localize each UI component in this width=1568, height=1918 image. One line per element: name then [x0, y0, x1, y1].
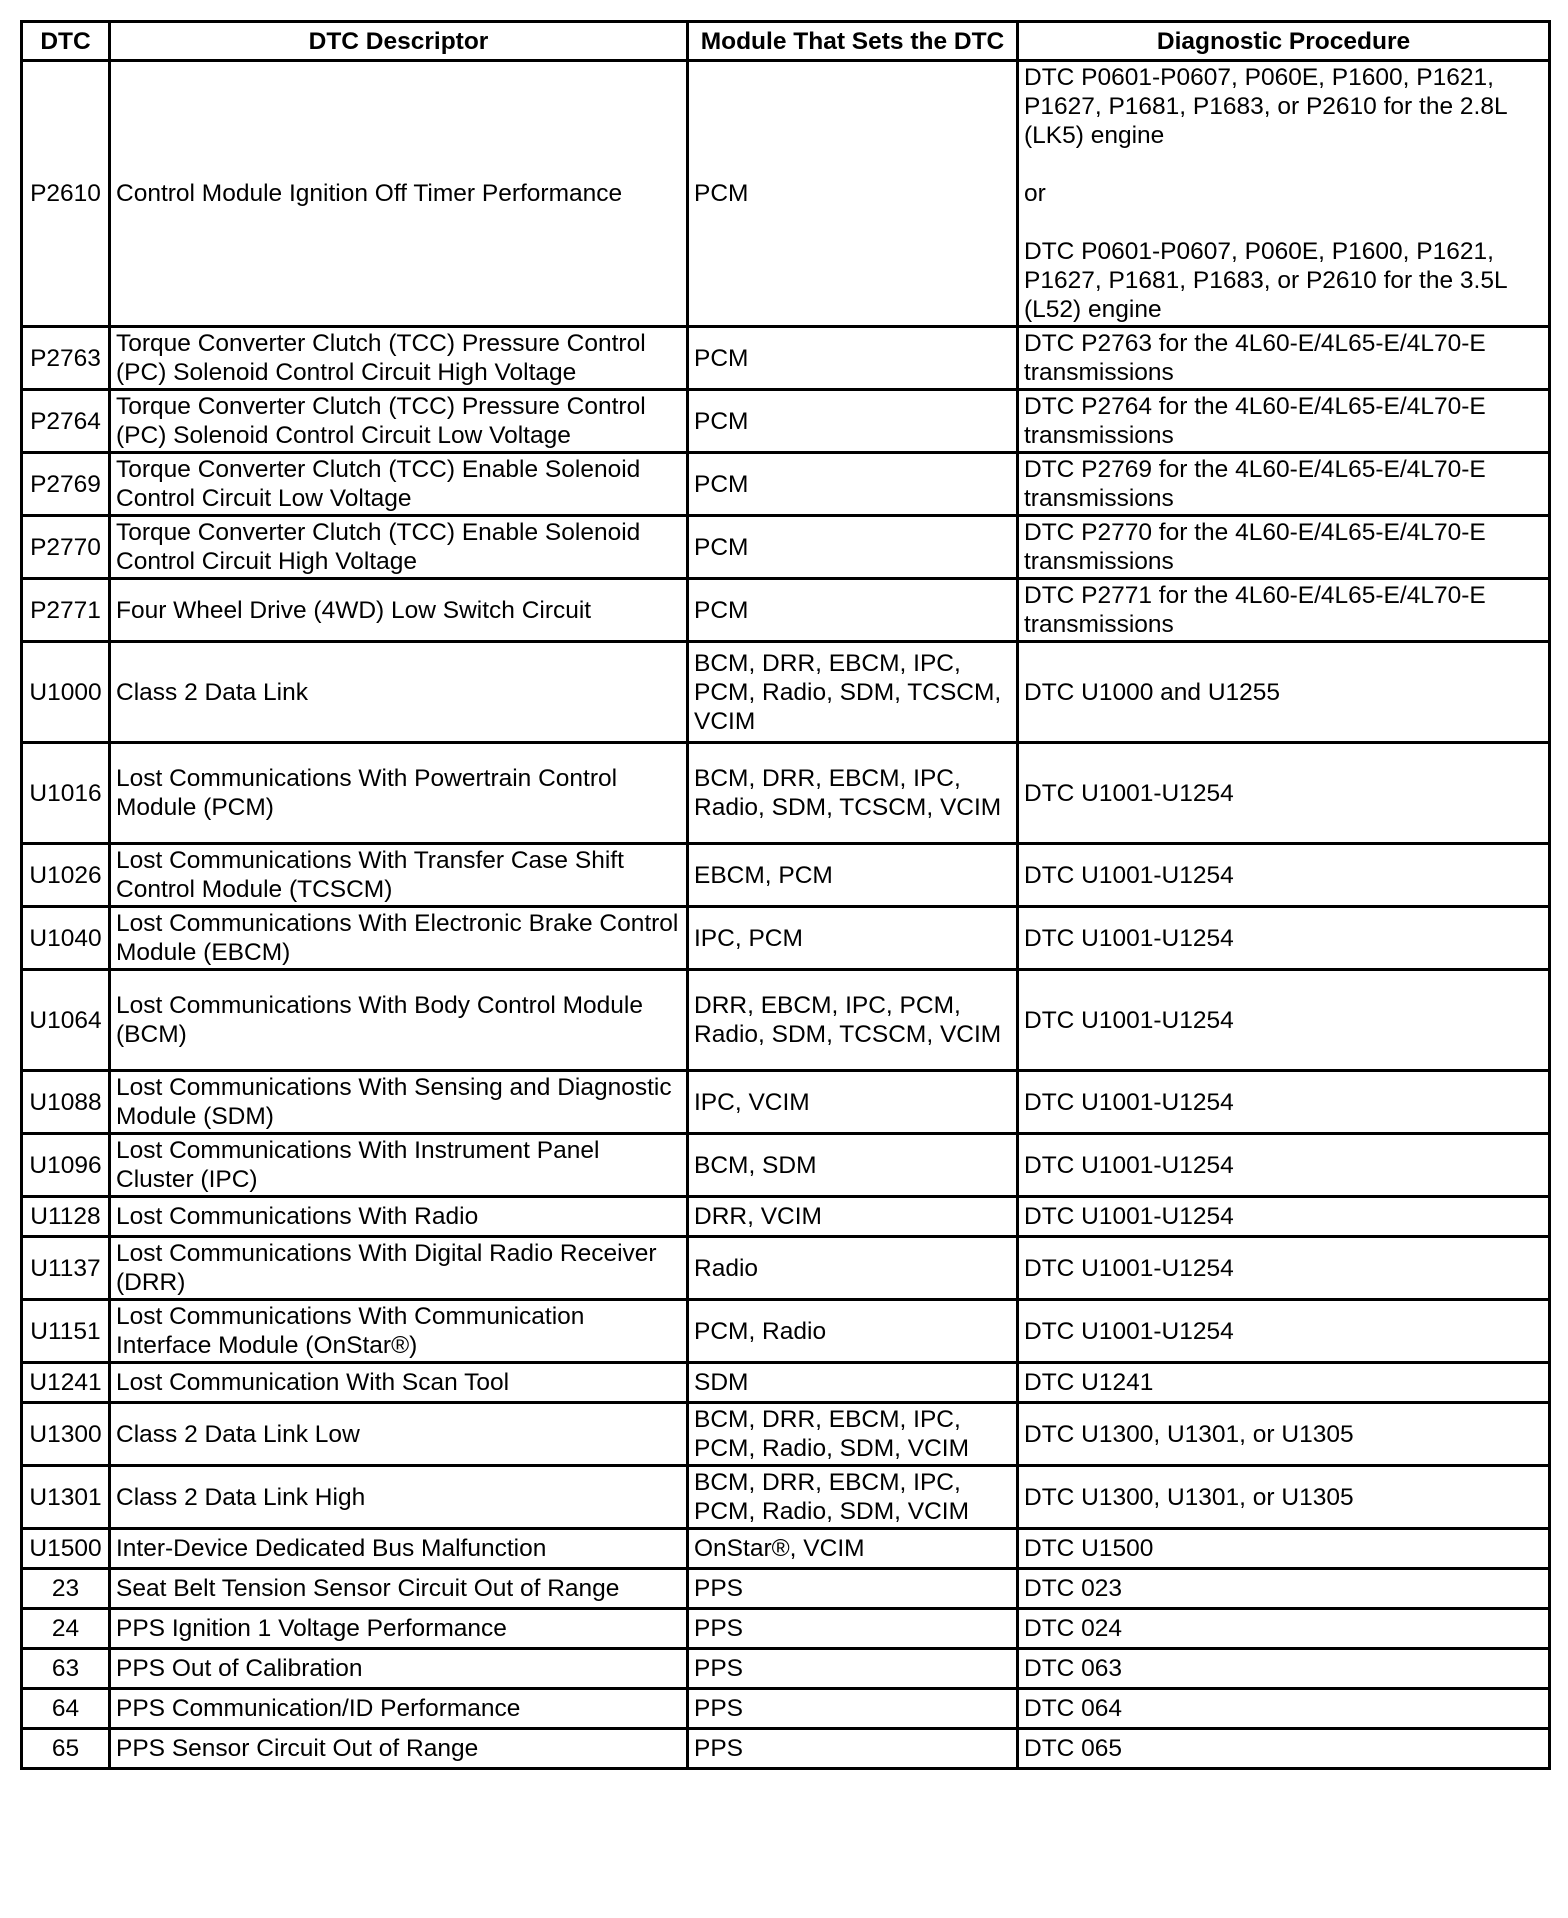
table-row — [22, 1466, 1550, 1529]
table-row — [22, 844, 1550, 907]
module-cell: PCM — [688, 61, 1018, 327]
procedure-cell: DTC U1001-U1254 — [1018, 970, 1550, 1071]
descriptor-cell: PPS Ignition 1 Voltage Performance — [110, 1609, 688, 1649]
table-body — [22, 61, 1550, 1769]
module-cell: BCM, DRR, EBCM, IPC, PCM, Radio, SDM, TCSCM, VCIM — [688, 642, 1018, 743]
dtc-cell: 63 — [22, 1649, 110, 1689]
descriptor-cell: Lost Communications With Instrument Panel Cluster (IPC) — [110, 1134, 688, 1197]
module-cell: PCM — [688, 327, 1018, 390]
module-cell: PCM — [688, 453, 1018, 516]
descriptor-cell: PPS Sensor Circuit Out of Range — [110, 1729, 688, 1769]
dtc-cell: U1016 — [22, 743, 110, 844]
descriptor-cell: Lost Communications With Transfer Case Shift Control Module (TCSCM) — [110, 844, 688, 907]
descriptor-cell: Class 2 Data Link — [110, 642, 688, 743]
dtc-cell: U1151 — [22, 1300, 110, 1363]
table-row — [22, 642, 1550, 743]
module-cell: IPC, PCM — [688, 907, 1018, 970]
descriptor-cell: PPS Out of Calibration — [110, 1649, 688, 1689]
table-row — [22, 1729, 1550, 1769]
procedure-cell: DTC 065 — [1018, 1729, 1550, 1769]
dtc-cell: P2764 — [22, 390, 110, 453]
descriptor-cell: Torque Converter Clutch (TCC) Pressure Control (PC) Solenoid Control Circuit Low Voltage — [110, 390, 688, 453]
descriptor-cell: Class 2 Data Link High — [110, 1466, 688, 1529]
table-row — [22, 1237, 1550, 1300]
module-cell: DRR, VCIM — [688, 1197, 1018, 1237]
dtc-cell: P2763 — [22, 327, 110, 390]
module-cell: PPS — [688, 1649, 1018, 1689]
module-cell: IPC, VCIM — [688, 1071, 1018, 1134]
dtc-cell: P2771 — [22, 579, 110, 642]
descriptor-cell: Lost Communications With Body Control Module (BCM) — [110, 970, 688, 1071]
descriptor-cell: Control Module Ignition Off Timer Performance — [110, 61, 688, 327]
procedure-cell: DTC U1300, U1301, or U1305 — [1018, 1466, 1550, 1529]
procedure-cell: DTC P0601-P0607, P060E, P1600, P1621, P1627, P1681, P1683, or P2610 for the 2.8L (LK5) engine or DTC P0601-P0607, P060E, P1600, P1621, P1627, P1681, P1683, or P2610 for the 3.5L (L52) engine — [1018, 61, 1550, 327]
procedure-cell: DTC U1001-U1254 — [1018, 1300, 1550, 1363]
table-row — [22, 1689, 1550, 1729]
module-cell: SDM — [688, 1363, 1018, 1403]
module-cell: PCM, Radio — [688, 1300, 1018, 1363]
module-cell: PPS — [688, 1569, 1018, 1609]
descriptor-cell: Lost Communications With Communication Interface Module (OnStar®) — [110, 1300, 688, 1363]
table-row — [22, 1609, 1550, 1649]
procedure-cell: DTC U1300, U1301, or U1305 — [1018, 1403, 1550, 1466]
header-dtc-descriptor: DTC Descriptor — [110, 22, 688, 61]
table-row — [22, 743, 1550, 844]
descriptor-cell: Seat Belt Tension Sensor Circuit Out of Range — [110, 1569, 688, 1609]
module-cell: EBCM, PCM — [688, 844, 1018, 907]
table-row — [22, 390, 1550, 453]
table-row — [22, 1300, 1550, 1363]
header-dtc: DTC — [22, 22, 110, 61]
table-row — [22, 1529, 1550, 1569]
dtc-cell: P2770 — [22, 516, 110, 579]
procedure-cell: DTC U1001-U1254 — [1018, 743, 1550, 844]
header-diagnostic-procedure: Diagnostic Procedure — [1018, 22, 1550, 61]
table-row — [22, 1569, 1550, 1609]
dtc-cell: U1128 — [22, 1197, 110, 1237]
dtc-cell: U1137 — [22, 1237, 110, 1300]
dtc-cell: U1096 — [22, 1134, 110, 1197]
module-cell: PPS — [688, 1689, 1018, 1729]
descriptor-cell: Lost Communications With Powertrain Control Module (PCM) — [110, 743, 688, 844]
dtc-cell: 24 — [22, 1609, 110, 1649]
procedure-cell: DTC P2771 for the 4L60-E/4L65-E/4L70-E transmissions — [1018, 579, 1550, 642]
module-cell: BCM, DRR, EBCM, IPC, Radio, SDM, TCSCM, VCIM — [688, 743, 1018, 844]
dtc-table — [20, 20, 1551, 1770]
procedure-cell: DTC U1001-U1254 — [1018, 1237, 1550, 1300]
table-header — [22, 22, 1550, 61]
descriptor-cell: Lost Communications With Sensing and Diagnostic Module (SDM) — [110, 1071, 688, 1134]
module-cell: BCM, DRR, EBCM, IPC, PCM, Radio, SDM, VCIM — [688, 1466, 1018, 1529]
procedure-cell: DTC U1001-U1254 — [1018, 1197, 1550, 1237]
descriptor-cell: Four Wheel Drive (4WD) Low Switch Circuit — [110, 579, 688, 642]
dtc-cell: U1026 — [22, 844, 110, 907]
dtc-cell: U1000 — [22, 642, 110, 743]
procedure-cell: DTC U1241 — [1018, 1363, 1550, 1403]
procedure-cell: DTC P2769 for the 4L60-E/4L65-E/4L70-E transmissions — [1018, 453, 1550, 516]
table-row — [22, 1403, 1550, 1466]
dtc-cell: U1064 — [22, 970, 110, 1071]
table-row — [22, 61, 1550, 327]
module-cell: PPS — [688, 1729, 1018, 1769]
table-row — [22, 1649, 1550, 1689]
descriptor-cell: Inter-Device Dedicated Bus Malfunction — [110, 1529, 688, 1569]
table-row — [22, 1071, 1550, 1134]
dtc-cell: 64 — [22, 1689, 110, 1729]
descriptor-cell: Lost Communications With Electronic Brake Control Module (EBCM) — [110, 907, 688, 970]
dtc-cell: U1088 — [22, 1071, 110, 1134]
procedure-cell: DTC P2764 for the 4L60-E/4L65-E/4L70-E transmissions — [1018, 390, 1550, 453]
descriptor-cell: Torque Converter Clutch (TCC) Enable Solenoid Control Circuit Low Voltage — [110, 453, 688, 516]
table-row — [22, 453, 1550, 516]
procedure-cell: DTC 024 — [1018, 1609, 1550, 1649]
descriptor-cell: Lost Communications With Radio — [110, 1197, 688, 1237]
table-row — [22, 907, 1550, 970]
procedure-cell: DTC P2770 for the 4L60-E/4L65-E/4L70-E transmissions — [1018, 516, 1550, 579]
table-row — [22, 579, 1550, 642]
module-cell: BCM, SDM — [688, 1134, 1018, 1197]
procedure-cell: DTC U1000 and U1255 — [1018, 642, 1550, 743]
procedure-cell: DTC 064 — [1018, 1689, 1550, 1729]
module-cell: DRR, EBCM, IPC, PCM, Radio, SDM, TCSCM, VCIM — [688, 970, 1018, 1071]
dtc-cell: P2769 — [22, 453, 110, 516]
module-cell: PCM — [688, 516, 1018, 579]
table-row — [22, 970, 1550, 1071]
descriptor-cell: Torque Converter Clutch (TCC) Enable Solenoid Control Circuit High Voltage — [110, 516, 688, 579]
table-row — [22, 1363, 1550, 1403]
dtc-cell: 65 — [22, 1729, 110, 1769]
descriptor-cell: PPS Communication/ID Performance — [110, 1689, 688, 1729]
descriptor-cell: Torque Converter Clutch (TCC) Pressure Control (PC) Solenoid Control Circuit High Voltage — [110, 327, 688, 390]
dtc-cell: U1301 — [22, 1466, 110, 1529]
procedure-cell: DTC 063 — [1018, 1649, 1550, 1689]
descriptor-cell: Lost Communications With Digital Radio Receiver (DRR) — [110, 1237, 688, 1300]
dtc-cell: U1500 — [22, 1529, 110, 1569]
procedure-cell: DTC U1001-U1254 — [1018, 907, 1550, 970]
dtc-cell: U1241 — [22, 1363, 110, 1403]
dtc-cell: 23 — [22, 1569, 110, 1609]
table-row — [22, 516, 1550, 579]
descriptor-cell: Lost Communication With Scan Tool — [110, 1363, 688, 1403]
dtc-cell: P2610 — [22, 61, 110, 327]
dtc-cell: U1040 — [22, 907, 110, 970]
header-module: Module That Sets the DTC — [688, 22, 1018, 61]
module-cell: PCM — [688, 579, 1018, 642]
procedure-cell: DTC 023 — [1018, 1569, 1550, 1609]
procedure-cell: DTC U1001-U1254 — [1018, 844, 1550, 907]
module-cell: OnStar®, VCIM — [688, 1529, 1018, 1569]
procedure-cell: DTC P2763 for the 4L60-E/4L65-E/4L70-E transmissions — [1018, 327, 1550, 390]
module-cell: PCM — [688, 390, 1018, 453]
procedure-cell: DTC U1500 — [1018, 1529, 1550, 1569]
dtc-cell: U1300 — [22, 1403, 110, 1466]
module-cell: Radio — [688, 1237, 1018, 1300]
table-row — [22, 327, 1550, 390]
procedure-cell: DTC U1001-U1254 — [1018, 1071, 1550, 1134]
table-row — [22, 1197, 1550, 1237]
module-cell: PPS — [688, 1609, 1018, 1649]
module-cell: BCM, DRR, EBCM, IPC, PCM, Radio, SDM, VCIM — [688, 1403, 1018, 1466]
table-row — [22, 1134, 1550, 1197]
procedure-cell: DTC U1001-U1254 — [1018, 1134, 1550, 1197]
descriptor-cell: Class 2 Data Link Low — [110, 1403, 688, 1466]
header-row — [22, 22, 1550, 61]
